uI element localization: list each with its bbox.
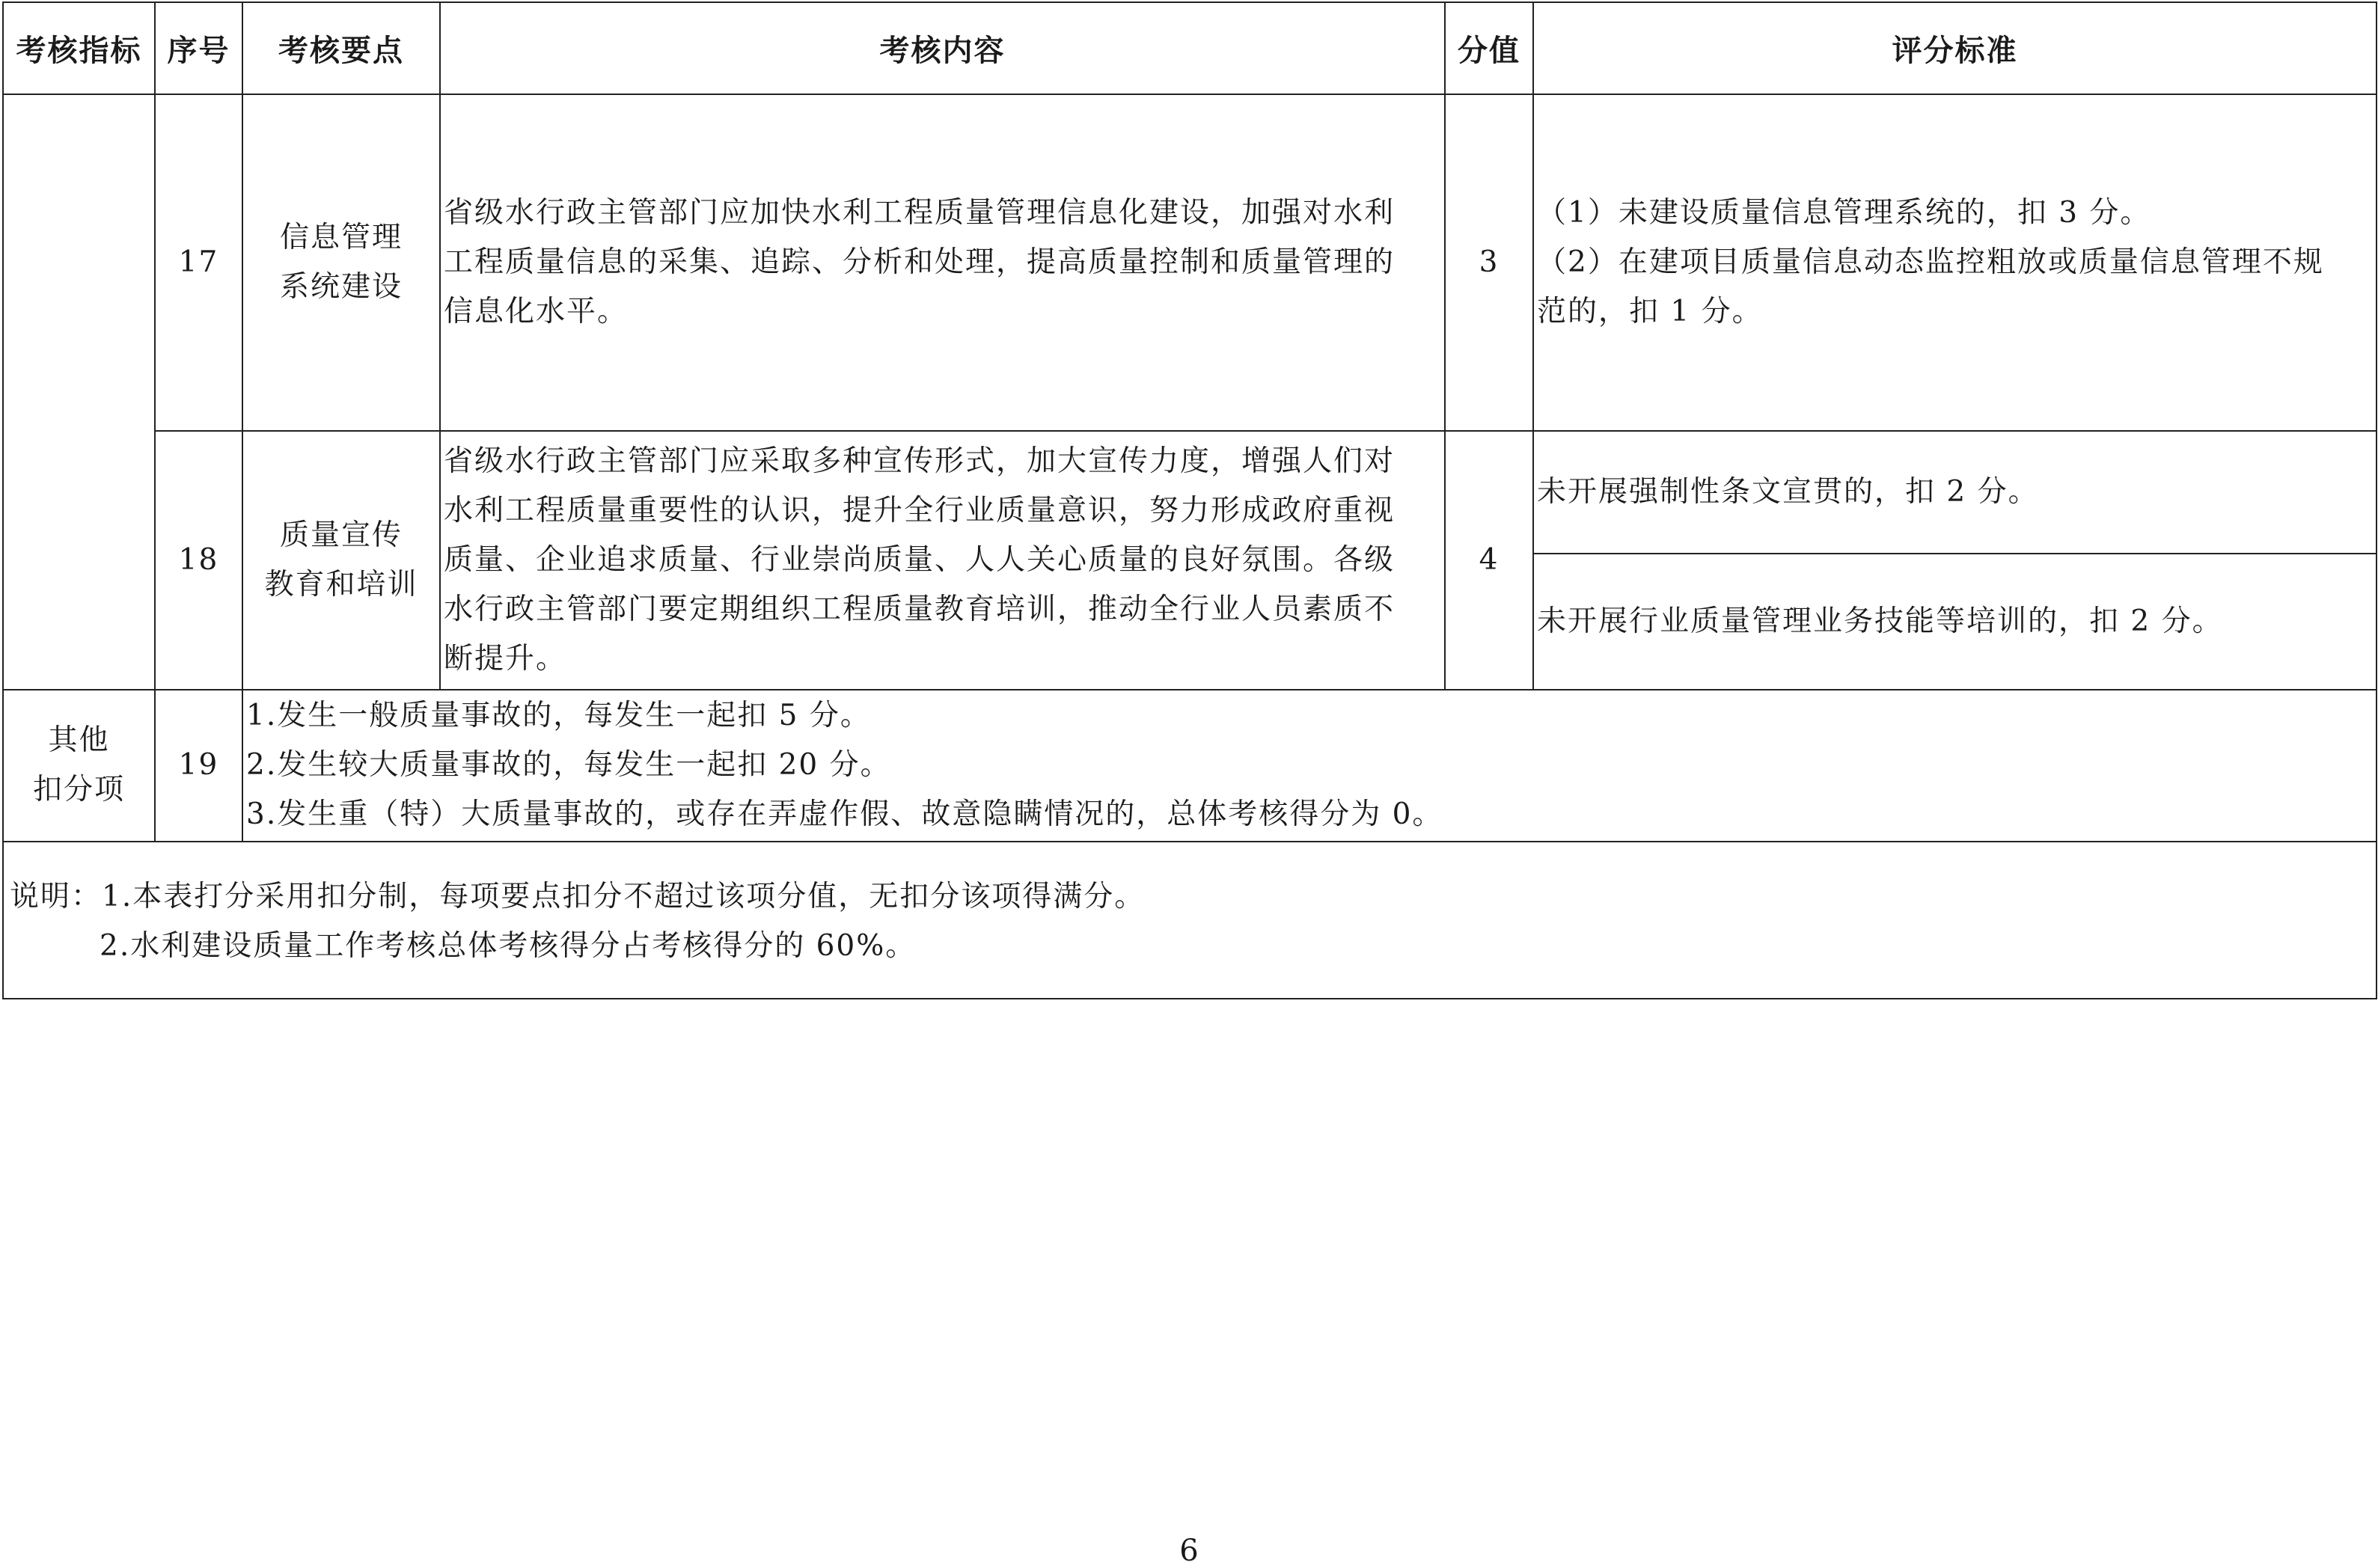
row-point <box>242 431 440 689</box>
row-seq: 17 <box>155 94 242 432</box>
header-score: 分值 <box>1445 2 1533 94</box>
other-indicator <box>3 690 155 842</box>
note-line: 2.水利建设质量工作考核总体考核得分占考核得分的 60%。 <box>100 928 917 963</box>
criteria-line: （1）未建设质量信息管理系统的，扣 3 分。 <box>1537 196 2151 230</box>
content-line: 省级水行政主管部门应采取多种宣传形式，加大宣传力度，增强人们对 <box>444 444 1396 478</box>
row-content <box>440 431 1445 689</box>
header-seq: 序号 <box>155 2 242 94</box>
note-row <box>3 842 2377 999</box>
content-line: 水利工程质量重要性的认识，提升全行业质量意识，努力形成政府重视 <box>444 493 1396 527</box>
header-row <box>3 2 2377 94</box>
content-line: 工程质量信息的采集、追踪、分析和处理，提高质量控制和质量管理的 <box>444 245 1396 280</box>
row-seq: 18 <box>155 431 242 689</box>
content-line: 信息化水平。 <box>444 295 629 329</box>
row-score: 3 <box>1445 94 1533 432</box>
point-line: 质量宣传 <box>279 518 403 552</box>
other-item: 3.发生重（特）大质量事故的，或存在弄虚作假、故意隐瞒情况的，总体考核得分为 0。 <box>246 797 1443 832</box>
criteria-training: 未开展行业质量管理业务技能等培训的，扣 2 分。 <box>1533 554 2377 689</box>
header-content: 考核内容 <box>440 2 1445 94</box>
point-line: 信息管理 <box>279 221 403 255</box>
header-indicator: 考核指标 <box>3 2 155 94</box>
note-cell <box>3 842 2377 999</box>
table-row-other <box>3 690 2377 842</box>
page-number: 6 <box>1179 1534 1199 1568</box>
header-criteria: 评分标准 <box>1533 2 2377 94</box>
other-items <box>242 690 2377 842</box>
content-line: 断提升。 <box>444 641 567 676</box>
note-line: 说明：1.本表打分采用扣分制，每项要点扣分不超过该项分值，无扣分该项得满分。 <box>10 879 1146 913</box>
indicator-line: 扣分项 <box>32 773 125 807</box>
row-score: 4 <box>1445 431 1533 689</box>
row-point <box>242 94 440 432</box>
content-line: 水行政主管部门要定期组织工程质量教育培训，推动全行业人员素质不 <box>444 592 1396 626</box>
table-row <box>3 431 2377 554</box>
content-line: 省级水行政主管部门应加快水利工程质量管理信息化建设，加强对水利 <box>444 196 1396 230</box>
header-point: 考核要点 <box>242 2 440 94</box>
content-line: 质量、企业追求质量、行业崇尚质量、人人关心质量的良好氛围。各级 <box>444 542 1396 577</box>
assessment-table <box>2 1 2377 999</box>
other-item: 1.发生一般质量事故的，每发生一起扣 5 分。 <box>246 699 871 733</box>
criteria-line: 范的，扣 1 分。 <box>1537 295 1763 329</box>
point-line: 教育和培训 <box>264 567 418 601</box>
row-seq: 19 <box>155 690 242 842</box>
criteria-line: （2）在建项目质量信息动态监控粗放或质量信息管理不规 <box>1537 245 2324 280</box>
row-content <box>440 94 1445 432</box>
criteria-publicity: 未开展强制性条文宣贯的，扣 2 分。 <box>1533 431 2377 554</box>
indicator-cell-empty <box>3 94 155 690</box>
row-criteria <box>1533 94 2377 432</box>
point-line: 系统建设 <box>279 270 403 304</box>
table-row <box>3 94 2377 432</box>
other-item: 2.发生较大质量事故的，每发生一起扣 20 分。 <box>246 748 891 783</box>
indicator-line: 其他 <box>48 723 110 758</box>
